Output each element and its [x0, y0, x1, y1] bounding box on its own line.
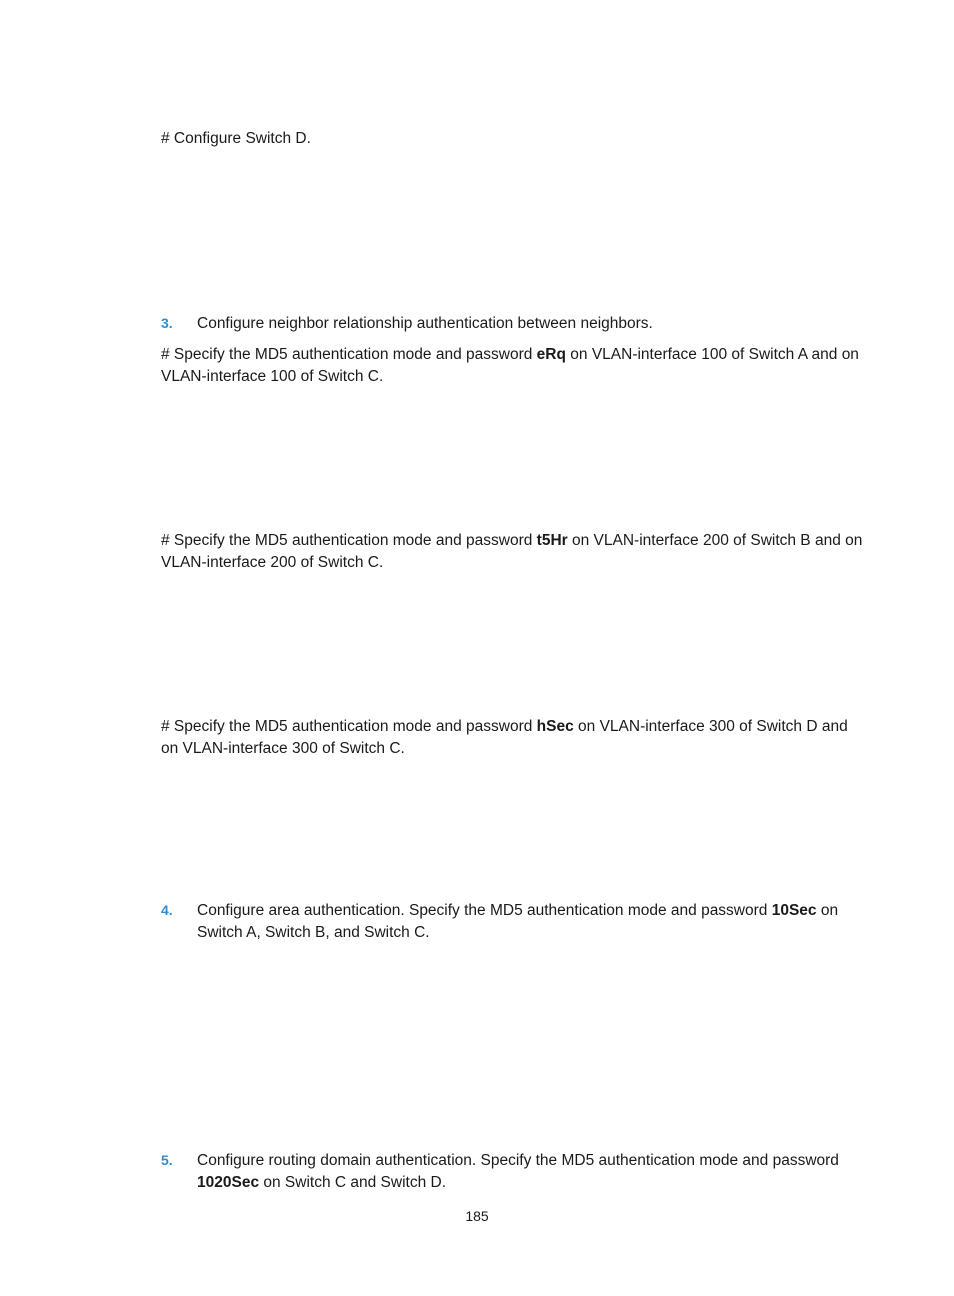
step-text: Configure neighbor relationship authentication between neighbors.: [197, 315, 653, 332]
step-text: Configure routing domain authentication. Specify the MD5 authentication mode and password 1020Sec on Switch C and Switch D.: [197, 1152, 839, 1191]
step-number: 4.: [161, 902, 173, 918]
configure-switch-d-text: # Configure Switch D.: [161, 130, 311, 147]
password-1020sec: 1020Sec: [197, 1173, 260, 1191]
password-erq: eRq: [536, 346, 566, 363]
step-3: [161, 313, 866, 335]
step-text: Configure area authentication. Specify the MD5 authentication mode and password 10Sec on Switch A, Switch B, and Switch C.: [197, 902, 839, 941]
md5-password-switch-a-c: # Specify the MD5 authentication mode and password eRq on VLAN-interface 100 of Switch A and on VLAN-interface 100 of Switch C.: [161, 346, 859, 385]
md5-password-switch-d-c: # Specify the MD5 authentication mode and password hSec on VLAN-interface 300 of Switch D and on VLAN-interface 300 of Switch C.: [161, 718, 848, 757]
password-hsec: hSec: [536, 718, 574, 735]
page-number: 185: [465, 1208, 489, 1224]
step-number: 5.: [161, 1152, 173, 1168]
password-t5hr: t5Hr: [536, 532, 568, 549]
password-10sec: 10Sec: [771, 902, 817, 919]
step-4: [161, 900, 866, 943]
md5-password-switch-b-c: # Specify the MD5 authentication mode and password t5Hr on VLAN-interface 200 of Switch B and on VLAN-interface 200 of Switch C.: [161, 532, 863, 571]
step-5: [161, 1150, 866, 1193]
step-number: 3.: [161, 315, 173, 331]
